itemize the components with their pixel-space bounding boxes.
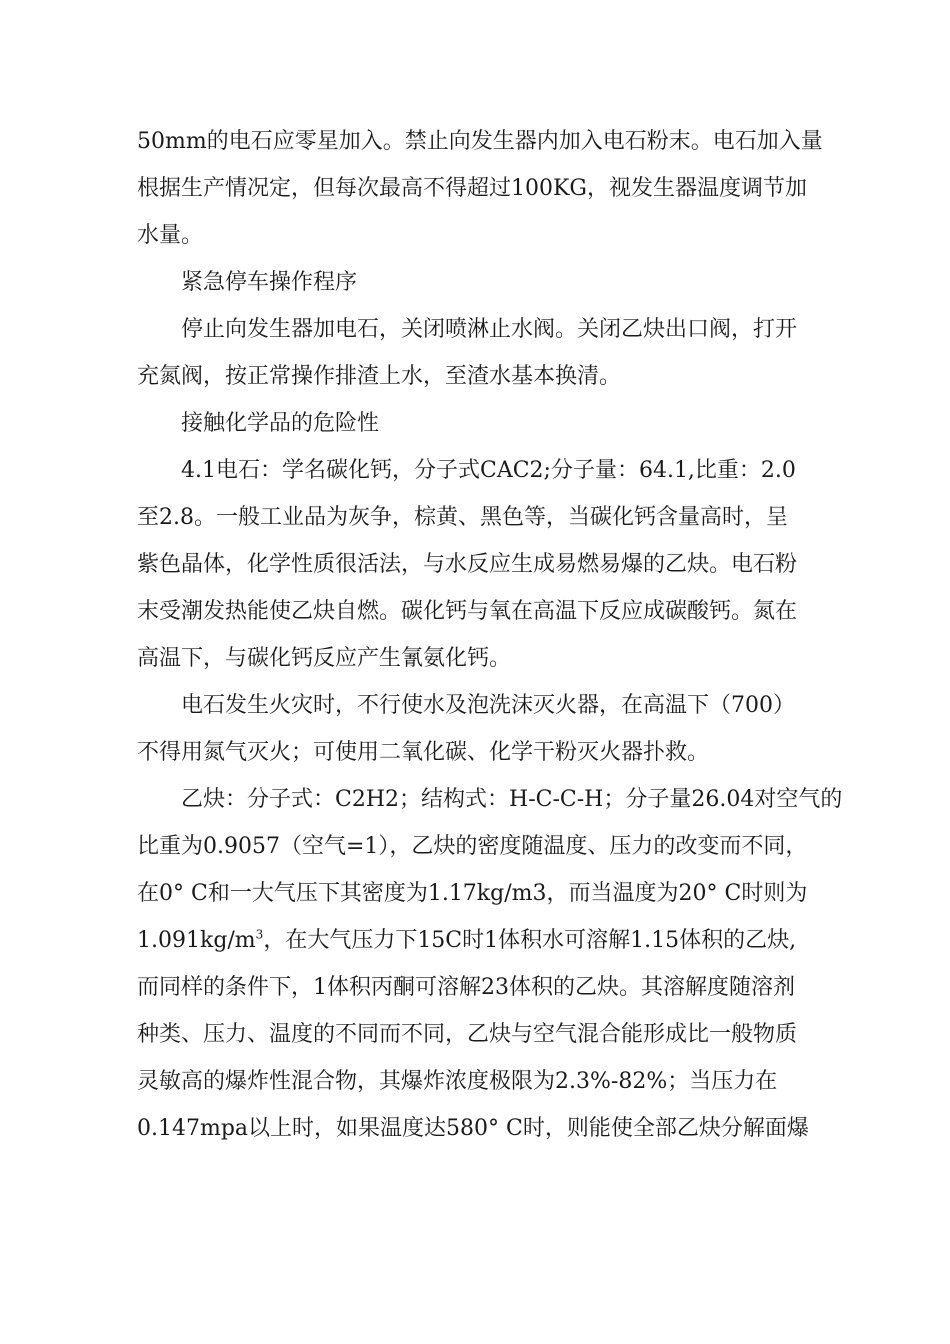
density-value: 1.091kg/m <box>137 928 256 953</box>
section-heading-emergency-stop: 紧急停车操作程序 <box>181 270 358 295</box>
text-line: 充氮阀，按正常操作排渣上水，至渣水基本换清。 <box>137 364 622 389</box>
text-line: 50mm的电石应零星加入。禁止向发生器内加入电石粉末。电石加入量 <box>137 129 823 154</box>
text-line: 不得用氮气灭火；可使用二氧化碳、化学干粉灭火器扑救。 <box>137 740 710 765</box>
superscript: 3 <box>255 927 264 942</box>
text-line: 比重为0.9057（空气=1），乙炔的密度随温度、压力的改变而不同， <box>137 834 808 859</box>
text-line: 乙炔：分子式：C2H2；结构式：H-C-C-H；分子量26.04对空气的 <box>181 787 843 812</box>
paragraph-acetylene <box>137 776 843 1152</box>
text-line: 停止向发生器加电石，关闭喷淋止水阀。关闭乙炔出口阀，打开 <box>181 317 798 342</box>
paragraph-calcium-carbide <box>137 447 817 682</box>
text-line <box>137 917 817 964</box>
paragraph-carbide-fire <box>137 682 817 776</box>
document-body <box>137 118 843 1152</box>
text-line: 水量。 <box>137 223 204 248</box>
text-line: 电石发生火灾时，不行使水及泡洗沫灭火器，在高温下（700） <box>181 693 795 718</box>
text-line: 种类、压力、温度的不同而不同，乙炔与空气混合能形成比一般物质 <box>137 1022 798 1047</box>
paragraph-emergency-stop <box>137 306 817 400</box>
paragraph-carbide-feeding <box>137 118 823 259</box>
text-line: 末受潮发热能使乙炔自燃。碳化钙与氧在高温下反应成碳酸钙。氮在 <box>137 599 798 624</box>
section-heading-chemical-hazards: 接触化学品的危险性 <box>181 411 380 436</box>
text-line: 紫色晶体，化学性质很活法，与水反应生成易燃易爆的乙炔。电石粉 <box>137 552 798 577</box>
text-line: 灵敏高的爆炸性混合物，其爆炸浓度极限为2.3%-82%；当压力在 <box>137 1069 778 1094</box>
text-line: 4.1电石：学名碳化钙，分子式CAC2;分子量：64.1,比重：2.0 <box>181 458 796 483</box>
text-line: 根据生产情况定，但每次最高不得超过100KG，视发生器温度调节加 <box>137 176 808 201</box>
text-line: 而同样的条件下，1体积丙酮可溶解23体积的乙炔。其溶解度随溶剂 <box>137 975 795 1000</box>
text-line: 在0° C和一大气压下其密度为1.17kg/m3，而当温度为20° C时则为 <box>137 881 808 906</box>
text-line: 0.147mpa以上时，如果温度达580° C时，则能使全部乙炔分解面爆 <box>137 1116 809 1141</box>
text-line: 高温下，与碳化钙反应产生氰氨化钙。 <box>137 646 512 671</box>
text-line: 至2.8。一般工业品为灰争，棕黄、黑色等，当碳化钙含量高时，呈 <box>137 505 788 530</box>
text-segment: ，在大气压力下15C时1体积水可溶解1.15体积的乙炔, <box>263 928 797 953</box>
